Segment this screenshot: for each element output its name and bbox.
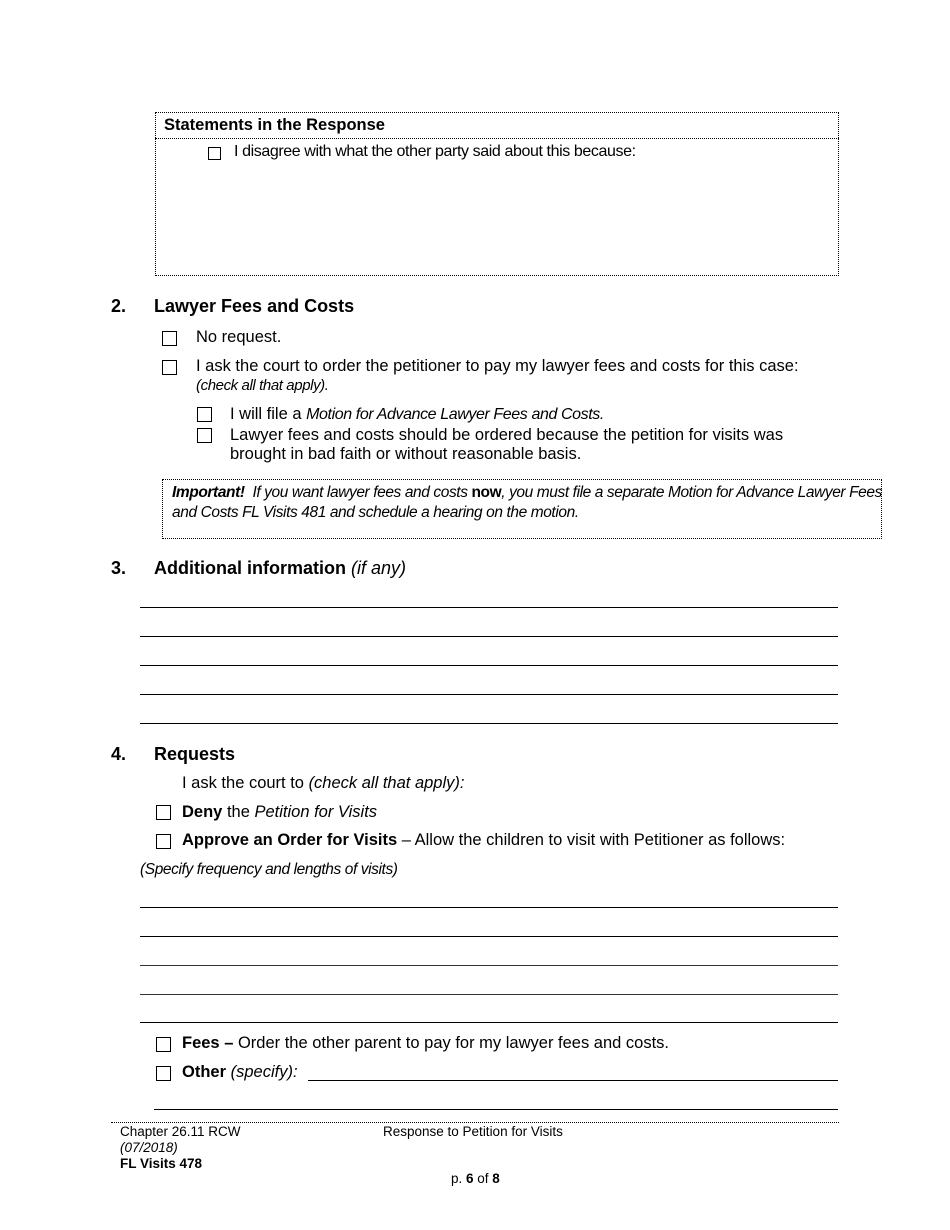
motion-checkbox[interactable]: [197, 407, 212, 422]
visits-line-5[interactable]: [140, 1022, 838, 1023]
footer-date: (07/2018): [120, 1140, 178, 1155]
statements-header-divider: [155, 138, 839, 139]
section4-number: 4.: [111, 744, 127, 764]
footer-divider: [111, 1122, 839, 1123]
important-label: Important!: [172, 484, 245, 501]
additional-info-line-4[interactable]: [140, 694, 838, 695]
footer-form-id: FL Visits 478: [120, 1156, 203, 1171]
statements-box: [155, 112, 839, 276]
visits-line-2[interactable]: [140, 936, 838, 937]
requests-intro-italic: (check all that apply):: [308, 774, 465, 792]
important-text-a: If you want lawyer fees and costs: [244, 484, 472, 501]
fees-checkbox[interactable]: [156, 1037, 171, 1052]
footer-page-of: of: [473, 1171, 493, 1186]
approve-text: – Allow the children to visit with Petitioner as follows:: [397, 831, 786, 849]
important-text-line2: and Costs FL Visits 481 and schedule a hearing on the motion.: [172, 504, 579, 521]
footer-page-total: 8: [492, 1171, 500, 1186]
important-text-b: , you must file a separate Motion for Advance Lawyer Fees: [501, 484, 882, 501]
approve-bold: Approve an Order for Visits: [182, 831, 398, 849]
footer-doc-title: Response to Petition for Visits: [383, 1124, 563, 1139]
motion-prefix: I will file a: [230, 405, 307, 423]
other-italic: (specify):: [226, 1063, 298, 1081]
deny-label: [182, 803, 377, 822]
fees-label: [182, 1034, 669, 1053]
section4-title: Requests: [154, 744, 236, 764]
fees-text: Order the other parent to pay for my lawyer fees and costs.: [233, 1034, 669, 1052]
ask-fees-label: I ask the court to order the petitioner to pay my lawyer fees and costs for this case:: [196, 357, 799, 375]
other-bold: Other: [182, 1063, 227, 1081]
fees-bold: Fees –: [182, 1034, 234, 1052]
additional-info-line-2[interactable]: [140, 636, 838, 637]
visits-line-3[interactable]: [140, 965, 838, 966]
disagree-label: I disagree with what the other party said about this because:: [234, 143, 636, 160]
additional-info-line-1[interactable]: [140, 607, 838, 608]
bad-faith-line2: brought in bad faith or without reasonable basis.: [230, 445, 582, 463]
section2-number: 2.: [111, 296, 127, 316]
footer-page-prefix: p.: [451, 1171, 467, 1186]
deny-italic: Petition for Visits: [254, 803, 378, 821]
ask-fees-checkbox[interactable]: [162, 360, 177, 375]
section3-title: [154, 558, 406, 579]
approve-checkbox[interactable]: [156, 834, 171, 849]
specify-note: (Specify frequency and lengths of visits): [140, 861, 398, 878]
important-text-line1: [172, 484, 882, 502]
visits-line-4[interactable]: [140, 994, 838, 995]
section3-title-suffix: (if any): [351, 558, 407, 578]
check-all-note: (check all that apply).: [196, 377, 329, 394]
other-specify-line[interactable]: [308, 1080, 838, 1081]
section3-number: 3.: [111, 558, 127, 578]
other-continuation-line[interactable]: [154, 1109, 838, 1110]
no-request-label: No request.: [196, 328, 282, 346]
section2-title: Lawyer Fees and Costs: [154, 296, 355, 316]
approve-label: [182, 831, 785, 850]
visits-line-1[interactable]: [140, 907, 838, 908]
requests-intro: [182, 774, 464, 793]
bad-faith-line1: Lawyer fees and costs should be ordered because the petition for visits was: [230, 426, 784, 444]
statements-title: Statements in the Response: [164, 116, 385, 134]
bad-faith-checkbox[interactable]: [197, 428, 212, 443]
footer-page-number: [451, 1156, 500, 1186]
motion-label: [230, 405, 604, 424]
motion-name: Motion for Advance Lawyer Fees and Costs.: [306, 406, 604, 423]
no-request-checkbox[interactable]: [162, 331, 177, 346]
additional-info-line-5[interactable]: [140, 723, 838, 724]
disagree-checkbox[interactable]: [208, 147, 221, 160]
footer-chapter: Chapter 26.11 RCW: [120, 1124, 241, 1139]
footer-page-num: 6: [466, 1171, 474, 1186]
section3-title-text: Additional information: [154, 558, 346, 578]
additional-info-line-3[interactable]: [140, 665, 838, 666]
deny-checkbox[interactable]: [156, 805, 171, 820]
deny-mid: the: [222, 803, 255, 821]
other-checkbox[interactable]: [156, 1066, 171, 1081]
requests-intro-prefix: I ask the court to: [182, 774, 309, 792]
other-label: [182, 1063, 298, 1082]
important-now: now: [471, 484, 502, 501]
deny-bold: Deny: [182, 803, 223, 821]
